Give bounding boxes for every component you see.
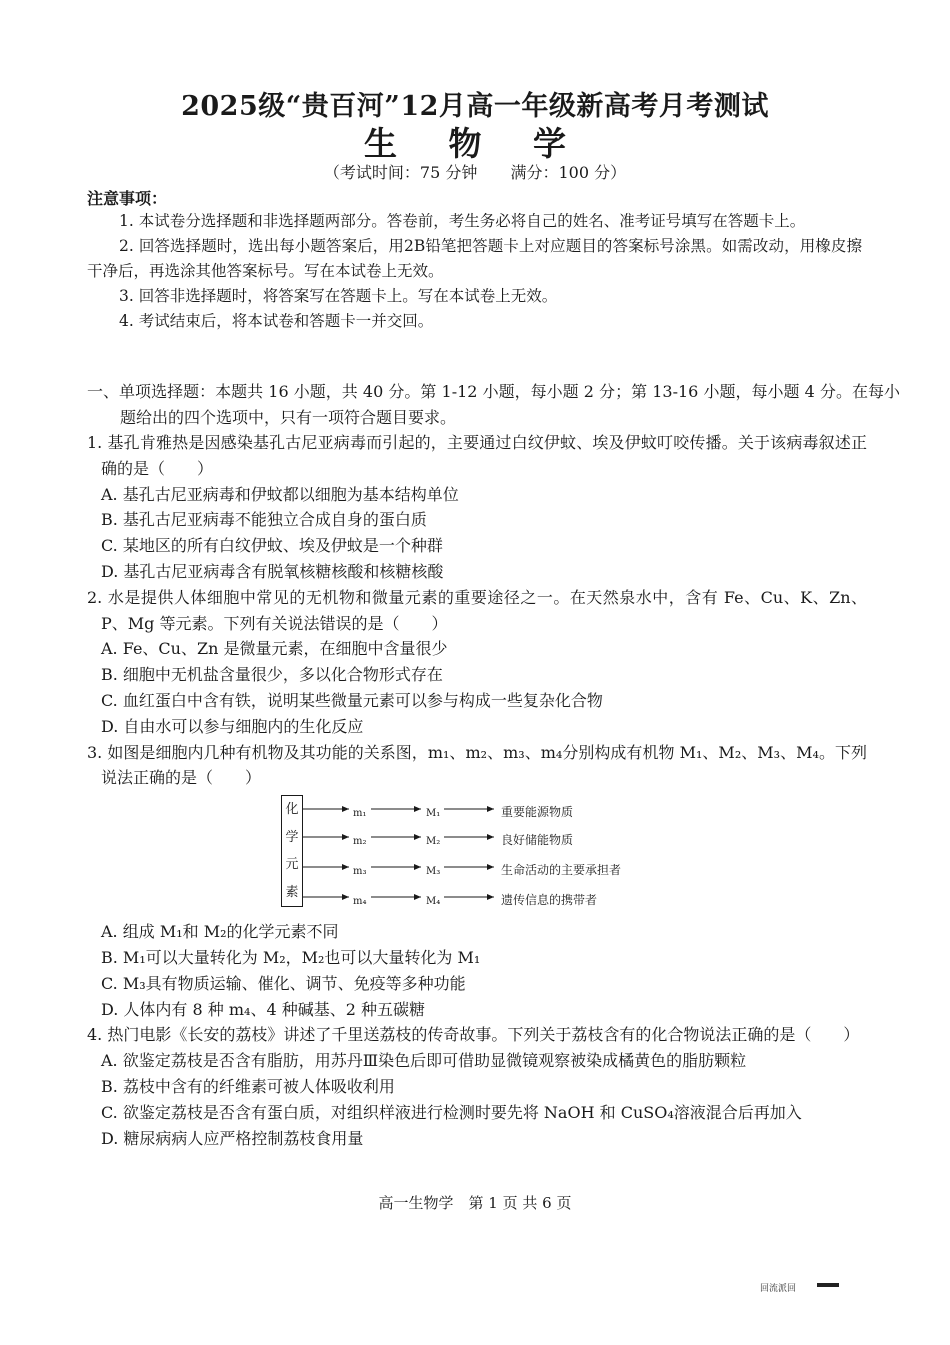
option-a: A. 基孔古尼亚病毒和伊蚊都以细胞为基本结构单位 [101, 484, 459, 504]
element-char: 素 [285, 884, 299, 900]
monomer-label: m₃ [353, 866, 367, 878]
notice-item: 4. 考试结束后，将本试卷和答题卡一并交回。 [119, 312, 434, 330]
scan-bar [817, 1283, 839, 1287]
monomer-label: m₂ [353, 836, 367, 848]
question-1 [87, 430, 867, 585]
option-a: A. 欲鉴定荔枝是否含有脂肪，用苏丹Ⅲ染色后即可借助显微镜观察被染成橘黄色的脂肪颗粒 [101, 1051, 747, 1071]
option-d: D. 基孔古尼亚病毒含有脱氧核糖核酸和核糖核酸 [101, 561, 444, 581]
function-label: 生命活动的主要承担者 [501, 863, 622, 878]
subject-title: 生 物 学 [364, 124, 586, 163]
exam-info [0, 160, 950, 183]
question-3 [87, 740, 867, 1023]
function-label: 重要能源物质 [501, 805, 574, 820]
function-label: 遗传信息的携带者 [501, 893, 598, 908]
scan-watermark: 回流派回 [760, 1284, 797, 1294]
polymer-label: M₄ [426, 896, 441, 908]
polymer-label: M₃ [426, 866, 441, 878]
option-a: A. Fe、Cu、Zn 是微量元素，在细胞中含量很少 [101, 639, 448, 659]
question-2 [87, 585, 867, 740]
option-c: C. M₃具有物质运输、催化、调节、免疫等多种功能 [101, 973, 466, 993]
option-d: D. 自由水可以参与细胞内的生化反应 [101, 716, 364, 736]
option-d: D. 糖尿病病人应严格控制荔枝食用量 [101, 1128, 364, 1148]
option-b: B. 荔枝中含有的纤维素可被人体吸收利用 [101, 1076, 395, 1096]
exam-score: 满分：100 分） [510, 163, 627, 182]
question-4 [87, 1022, 867, 1151]
option-c: C. 血红蛋白中含有铁，说明某些微量元素可以参与构成一些复杂化合物 [101, 690, 603, 710]
monomer-label: m₁ [353, 808, 367, 820]
element-char: 化 [285, 802, 299, 817]
polymer-label: M₁ [426, 808, 441, 820]
section-heading: 一、单项选择题：本题共 16 小题，共 40 分。第 1-12 小题，每小题 2 分；第 13-16 小题，每小题 4 分。在每小题给出的四个选项中，只有一项符合题目要求。 [87, 382, 900, 427]
notice-heading: 注意事项： [87, 189, 168, 208]
question-list [87, 430, 867, 1151]
page-footer: 高一生物学 第 1 页 共 6 页 [378, 1194, 572, 1212]
option-d: D. 人体内有 8 种 m₄、4 种碱基、2 种五碳糖 [101, 999, 425, 1019]
exam-time: （考试时间：75 分钟 [323, 163, 478, 182]
element-char: 元 [285, 857, 299, 872]
notice-list [87, 209, 862, 334]
diagram-arrows [281, 795, 661, 913]
exam-title: 2025级“贵百河”12月高一年级新高考月考测试 [181, 91, 769, 122]
question-stem: 2. 水是提供人体细胞中常见的无机物和微量元素的重要途径之一。在天然泉水中，含有 Fe、Cu、K、Zn、P、Mg 等元素。下列有关说法错误的是（ ） [87, 587, 867, 633]
organic-compound-diagram [281, 795, 661, 913]
question-stem: 4. 热门电影《长安的荔枝》讲述了千里送荔枝的传奇故事。下列关于荔枝含有的化合物说法正确的是（ ） [87, 1025, 860, 1045]
option-c: C. 欲鉴定荔枝是否含有蛋白质，对组织样液进行检测时要先将 NaOH 和 CuSO₄溶液混合后再加入 [101, 1102, 802, 1122]
monomer-label: m₄ [353, 896, 367, 908]
option-b: B. 细胞中无机盐含量很少，多以化合物形式存在 [101, 665, 443, 685]
notice-item: 2. 回答选择题时，选出每小题答案后，用2B铅笔把答题卡上对应题目的答案标号涂黑。如需改动，用橡皮擦干净后，再选涂其他答案标号。写在本试卷上无效。 [87, 237, 862, 280]
option-c: C. 某地区的所有白纹伊蚊、埃及伊蚊是一个种群 [101, 536, 443, 556]
question-stem: 3. 如图是细胞内几种有机物及其功能的关系图，m₁、m₂、m₃、m₄分别构成有机物 M₁、M₂、M₃、M₄。下列说法正确的是（ ） [87, 742, 867, 788]
element-char: 学 [285, 829, 299, 845]
option-b: B. M₁可以大量转化为 M₂，M₂也可以大量转化为 M₁ [101, 947, 481, 967]
question-stem: 1. 基孔肯雅热是因感染基孔古尼亚病毒而引起的，主要通过白纹伊蚊、埃及伊蚊叮咬传播。关于该病毒叙述正确的是（ ） [87, 433, 867, 478]
function-label: 良好储能物质 [501, 833, 574, 848]
polymer-label: M₂ [426, 836, 441, 848]
option-a: A. 组成 M₁和 M₂的化学元素不同 [101, 922, 339, 942]
notice-item: 1. 本试卷分选择题和非选择题两部分。答卷前，考生务必将自己的姓名、准考证号填写在答题卡上。 [119, 212, 806, 230]
notice-item: 3. 回答非选择题时，将答案写在答题卡上。写在本试卷上无效。 [119, 287, 558, 305]
option-b: B. 基孔古尼亚病毒不能独立合成自身的蛋白质 [101, 510, 427, 530]
